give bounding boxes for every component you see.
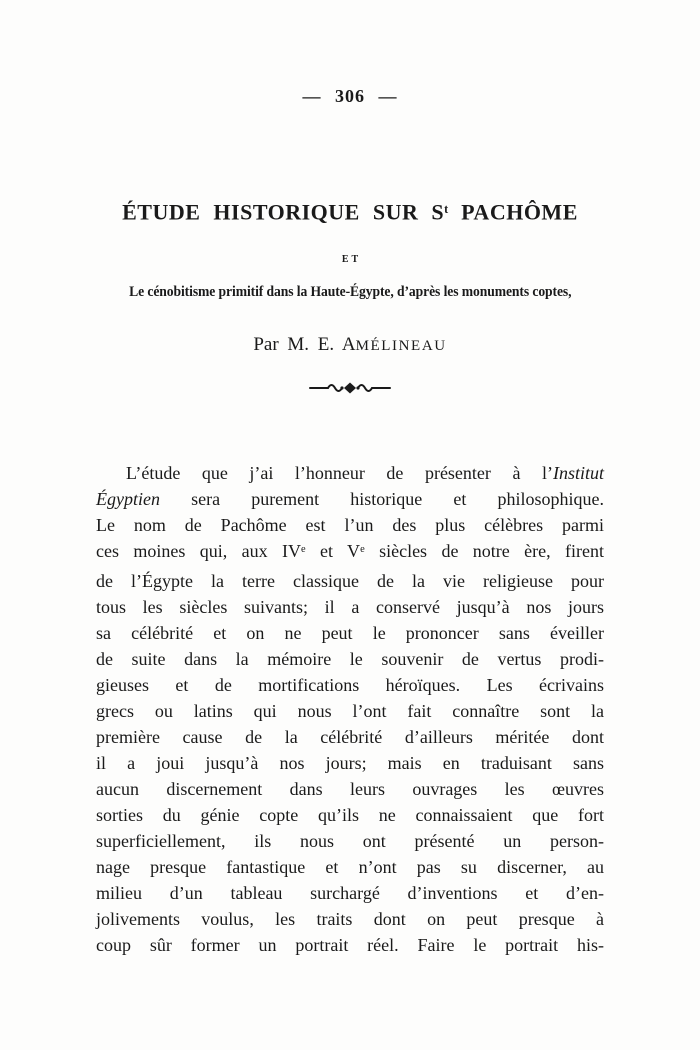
- body-text: il a joui jusqu’à nos jours; mais en traduisant sans: [96, 752, 604, 773]
- body-text: superficiellement, ils nous ont présenté un person-: [96, 830, 604, 851]
- article-body: [96, 460, 604, 958]
- article-subtitle: Le cénobitisme primitif dans la Haute-Égypte, d’après les monuments coptes,: [128, 283, 572, 300]
- body-superscript: e: [300, 543, 306, 555]
- body-text: aucun discernement dans leurs ouvrages les œuvres: [96, 778, 604, 799]
- body-italic-text: Institut: [552, 462, 604, 483]
- body-text: sera purement historique et philosophique.: [159, 488, 604, 509]
- body-text: sorties du génie copte qu’ils ne connaissaient que fort: [96, 804, 604, 825]
- body-italic-text: Égyptien: [96, 488, 160, 509]
- body-text: et V: [305, 540, 361, 561]
- body-superscript: e: [360, 543, 365, 555]
- body-line: [96, 672, 604, 698]
- body-line: [96, 512, 604, 538]
- body-line: [96, 646, 604, 672]
- body-text: grecs ou latins qui nous l’ont fait connaître sont la: [96, 700, 604, 721]
- body-line: [96, 880, 604, 906]
- body-line: [96, 620, 604, 646]
- body-line: [96, 854, 604, 880]
- body-text: jolivements voulus, les traits dont on peut presque à: [96, 908, 604, 929]
- body-line: [96, 698, 604, 724]
- article-title: [0, 194, 700, 228]
- body-line: [96, 776, 604, 802]
- body-line: [96, 538, 604, 568]
- body-text: siècles de notre ère, firent: [364, 540, 605, 561]
- body-line: [96, 906, 604, 932]
- body-line: [96, 486, 604, 512]
- body-text: ces moines qui, aux IV: [96, 540, 301, 561]
- body-line: [96, 750, 604, 776]
- title-text-post: PACHÔME: [448, 199, 578, 225]
- byline-prefix: Par M. E. A: [253, 333, 356, 355]
- byline-author-smallcaps: MÉLINEAU: [355, 337, 447, 354]
- body-text: première cause de la célébrité d’ailleurs méritée dont: [96, 726, 604, 747]
- body-line: [96, 460, 604, 486]
- body-line: [96, 568, 604, 594]
- body-text: milieu d’un tableau surchargé d’inventions et d’en-: [96, 882, 604, 903]
- body-text: tous les siècles suivants; il a conservé jusqu’à nos jours: [96, 596, 604, 617]
- body-text: Le nom de Pachôme est l’un des plus célèbres parmi: [96, 514, 604, 535]
- body-line: [96, 932, 604, 958]
- page-number: — 306 —: [302, 86, 398, 106]
- title-connector: ET: [341, 253, 362, 265]
- body-text: de l’Égypte la terre classique de la vie religieuse pour: [96, 570, 604, 591]
- body-line: [96, 724, 604, 750]
- body-text: de suite dans la mémoire le souvenir de vertus prodi-: [96, 648, 604, 669]
- body-line: [96, 828, 604, 854]
- title-superscript: t: [444, 202, 449, 216]
- body-line: [96, 594, 604, 620]
- body-text: L’étude que j’ai l’honneur de présenter à l’: [126, 462, 553, 483]
- body-text: sa célébrité et on ne peut le prononcer sans éveiller: [96, 622, 604, 643]
- body-text: coup sûr former un portrait réel. Faire le portrait his-: [96, 934, 604, 955]
- body-text: nage presque fantastique et n’ont pas su discerner, au: [96, 856, 604, 877]
- divider-ornament-icon: [0, 380, 700, 396]
- body-line: [96, 802, 604, 828]
- title-text-pre: ÉTUDE HISTORIQUE SUR S: [122, 199, 445, 225]
- author-byline: [0, 333, 700, 358]
- body-text: gieuses et de mortifications héroïques. Les écrivains: [96, 674, 604, 695]
